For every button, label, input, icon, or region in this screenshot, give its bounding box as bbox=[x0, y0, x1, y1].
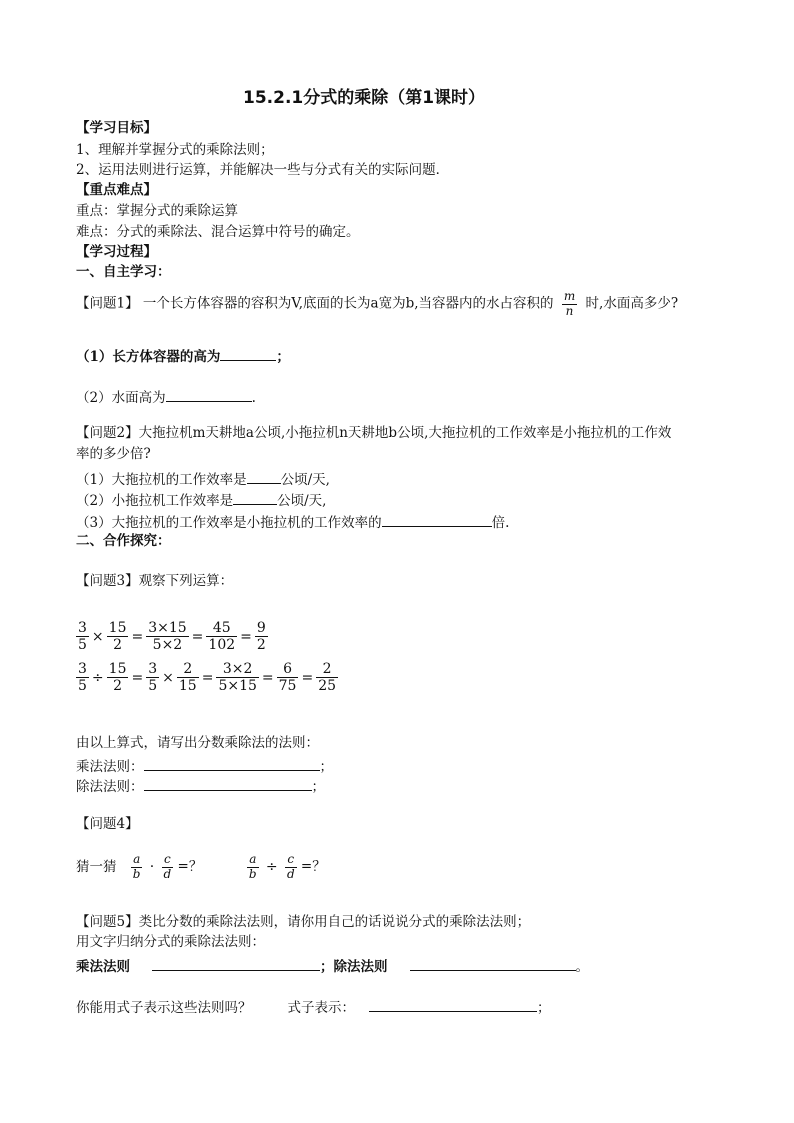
answer-blank[interactable] bbox=[233, 491, 277, 505]
question-2-sub-1 bbox=[76, 470, 330, 488]
goals-header: 【学习目标】 bbox=[76, 120, 157, 136]
fraction-numerator: 3 bbox=[78, 661, 87, 677]
answer-blank[interactable] bbox=[144, 777, 312, 791]
question-2-line-2: 率的多少倍? bbox=[76, 446, 151, 462]
answer-blank[interactable] bbox=[247, 470, 281, 484]
fraction bbox=[76, 620, 89, 653]
formula-label: 式子表示： bbox=[287, 1000, 355, 1016]
fraction-denominator: 5×2 bbox=[152, 637, 183, 654]
fraction-numerator: 15 bbox=[108, 620, 127, 636]
fraction-numerator: a bbox=[247, 853, 259, 868]
question-5-line-2: 用文字归纳分式的乘除法法则： bbox=[76, 934, 265, 950]
rule-label: 除法法则： bbox=[76, 779, 144, 795]
question-2-sub-3 bbox=[76, 513, 509, 531]
division-rule-line bbox=[76, 777, 325, 795]
formula-end: ； bbox=[537, 1000, 551, 1016]
fraction bbox=[277, 661, 299, 694]
fraction-numerator: 6 bbox=[277, 661, 299, 678]
sub-end: ； bbox=[276, 349, 290, 365]
fraction-denominator: 25 bbox=[318, 678, 337, 695]
difficult-point: 难点：分式的乘除法、混合运算中符号的确定。 bbox=[76, 224, 360, 240]
fraction-numerator: 3 bbox=[78, 620, 87, 636]
fraction bbox=[206, 620, 237, 653]
fraction-denominator: 5 bbox=[148, 678, 158, 695]
question-1-text-end: 时,水面高多少? bbox=[585, 295, 679, 312]
fraction bbox=[107, 620, 129, 653]
answer-blank[interactable] bbox=[220, 347, 276, 361]
fraction-numerator: a bbox=[131, 853, 143, 868]
operator: ÷ bbox=[91, 669, 104, 686]
fraction-denominator: 5×15 bbox=[218, 678, 257, 695]
sub-end: 倍. bbox=[491, 515, 510, 531]
fraction bbox=[177, 661, 199, 694]
fraction-denominator: d bbox=[286, 866, 295, 881]
fraction-numerator: 2 bbox=[316, 661, 338, 678]
division-rule-label: 除法法则 bbox=[333, 959, 388, 975]
fraction-numerator: 45 bbox=[206, 620, 237, 637]
fraction bbox=[107, 661, 129, 694]
answer-blank[interactable] bbox=[410, 957, 576, 971]
operator: = bbox=[240, 628, 252, 645]
fraction-c-d bbox=[285, 853, 297, 882]
fraction bbox=[216, 661, 258, 694]
question-5-formula bbox=[76, 998, 551, 1016]
question-5-rules bbox=[76, 957, 589, 975]
multiplication-rule-line bbox=[76, 757, 333, 775]
formula-question: 你能用式子表示这些法则吗？ bbox=[76, 1000, 252, 1016]
divide-sign: ÷ bbox=[265, 859, 278, 876]
operator: × bbox=[162, 669, 174, 686]
equation-1 bbox=[76, 620, 268, 653]
separator: ； bbox=[320, 959, 334, 975]
question-3-text: 【问题3】观察下列运算： bbox=[76, 573, 234, 589]
fraction-denominator: 2 bbox=[113, 678, 123, 695]
question-1 bbox=[76, 290, 678, 319]
guess-label: 猜一猜 bbox=[76, 858, 117, 875]
page-title: 15.2.1分式的乘除（第1课时） bbox=[243, 88, 486, 108]
question-5-line-1: 【问题5】类比分数的乘除法法则，请你用自己的话说说分式的乘除法法则； bbox=[76, 914, 531, 930]
sub-end: . bbox=[251, 390, 256, 406]
sub-label: （1）大拖拉机的工作效率是 bbox=[76, 472, 247, 488]
multiplication-rule-label: 乘法法则 bbox=[76, 959, 130, 975]
answer-blank[interactable] bbox=[144, 757, 320, 771]
fraction-a-b bbox=[247, 853, 259, 882]
section-1-heading: 一、自主学习： bbox=[76, 264, 171, 280]
fraction-denominator: 15 bbox=[178, 678, 197, 695]
section-2-heading: 二、合作探究： bbox=[76, 533, 171, 549]
operator: = bbox=[261, 669, 274, 686]
question-4-guess bbox=[76, 853, 326, 882]
sub-label: （1）长方体容器的高为 bbox=[76, 349, 221, 365]
key-point: 重点：掌握分式的乘除运算 bbox=[76, 203, 238, 219]
fraction-numerator: m bbox=[563, 289, 576, 303]
fraction-c-d bbox=[162, 853, 174, 882]
sub-label: （2）水面高为 bbox=[76, 390, 166, 406]
sub-label: （2）小拖拉机工作效率是 bbox=[76, 493, 234, 509]
fraction-denominator: 2 bbox=[113, 637, 123, 654]
fraction-numerator: c bbox=[162, 853, 174, 868]
rule-end: ； bbox=[319, 759, 333, 775]
multiply-dot: · bbox=[149, 859, 155, 876]
fraction-denominator: 5 bbox=[78, 637, 87, 654]
answer-blank[interactable] bbox=[152, 957, 320, 971]
sub-end: 公顷/天, bbox=[277, 493, 327, 509]
guess-tail: =？ bbox=[177, 858, 203, 875]
answer-blank[interactable] bbox=[369, 998, 537, 1012]
rule-end: ； bbox=[311, 779, 325, 795]
fraction bbox=[146, 661, 159, 694]
guess-tail: =？ bbox=[300, 858, 326, 875]
fraction bbox=[255, 620, 268, 653]
answer-blank[interactable] bbox=[382, 513, 492, 527]
key-points-header: 【重点难点】 bbox=[76, 182, 157, 198]
operator: = bbox=[301, 669, 314, 686]
process-header: 【学习过程】 bbox=[76, 244, 157, 260]
fraction-numerator: c bbox=[285, 853, 297, 868]
fraction-denominator: 5 bbox=[78, 678, 87, 695]
rule-label: 乘法法则： bbox=[76, 759, 144, 775]
question-1-sub-1 bbox=[76, 347, 290, 365]
fraction bbox=[146, 620, 188, 653]
equation-2 bbox=[76, 661, 338, 694]
fraction-denominator: n bbox=[565, 303, 574, 318]
question-2-sub-2 bbox=[76, 491, 326, 509]
question-4-header: 【问题4】 bbox=[76, 816, 139, 832]
fraction-numerator: 3×2 bbox=[216, 661, 258, 678]
operator: × bbox=[91, 628, 104, 645]
fraction bbox=[316, 661, 338, 694]
fraction-denominator: b bbox=[248, 866, 257, 881]
goal-item-2: 2、运用法则进行运算，并能解决一些与分式有关的实际问题． bbox=[76, 162, 450, 178]
answer-blank[interactable] bbox=[166, 388, 252, 402]
operator: = bbox=[191, 628, 204, 645]
sub-label: （3）大拖拉机的工作效率是小拖拉机的工作效率的 bbox=[76, 515, 382, 531]
operator: = bbox=[131, 628, 144, 645]
fraction-denominator: 75 bbox=[278, 678, 297, 695]
fraction-numerator: 9 bbox=[256, 620, 266, 636]
question-1-sub-2 bbox=[76, 388, 256, 406]
fraction-denominator: 102 bbox=[208, 637, 236, 654]
fraction-denominator: d bbox=[163, 866, 172, 881]
fraction-numerator: 3×15 bbox=[148, 620, 187, 636]
operator: = bbox=[131, 669, 144, 686]
question-3-prompt: 由以上算式，请写出分数乘除法的法则： bbox=[76, 735, 319, 751]
fraction-a-b bbox=[131, 853, 143, 882]
fraction bbox=[76, 661, 89, 694]
goal-item-1: 1、理解并掌握分式的乘除法则； bbox=[76, 142, 274, 158]
sub-end: 公顷/天, bbox=[280, 472, 330, 488]
rules-end: 。 bbox=[575, 959, 589, 975]
question-2-line-1: 【问题2】大拖拉机m天耕地a公顷,小拖拉机n天耕地b公顷,大拖拉机的工作效率是小拖拉机的工作效 bbox=[76, 425, 672, 441]
operator: = bbox=[201, 669, 214, 686]
fraction-numerator: 2 bbox=[177, 661, 199, 678]
fraction-denominator: b bbox=[132, 866, 141, 881]
fraction-denominator: 2 bbox=[256, 637, 266, 654]
fraction-numerator: 15 bbox=[108, 661, 127, 677]
fraction-numerator: 3 bbox=[148, 661, 158, 677]
question-1-text: 【问题1】 一个长方体容器的容积为V,底面的长为a宽为b,当容器内的水占容积的 bbox=[76, 295, 554, 312]
question-1-fraction bbox=[562, 290, 577, 319]
